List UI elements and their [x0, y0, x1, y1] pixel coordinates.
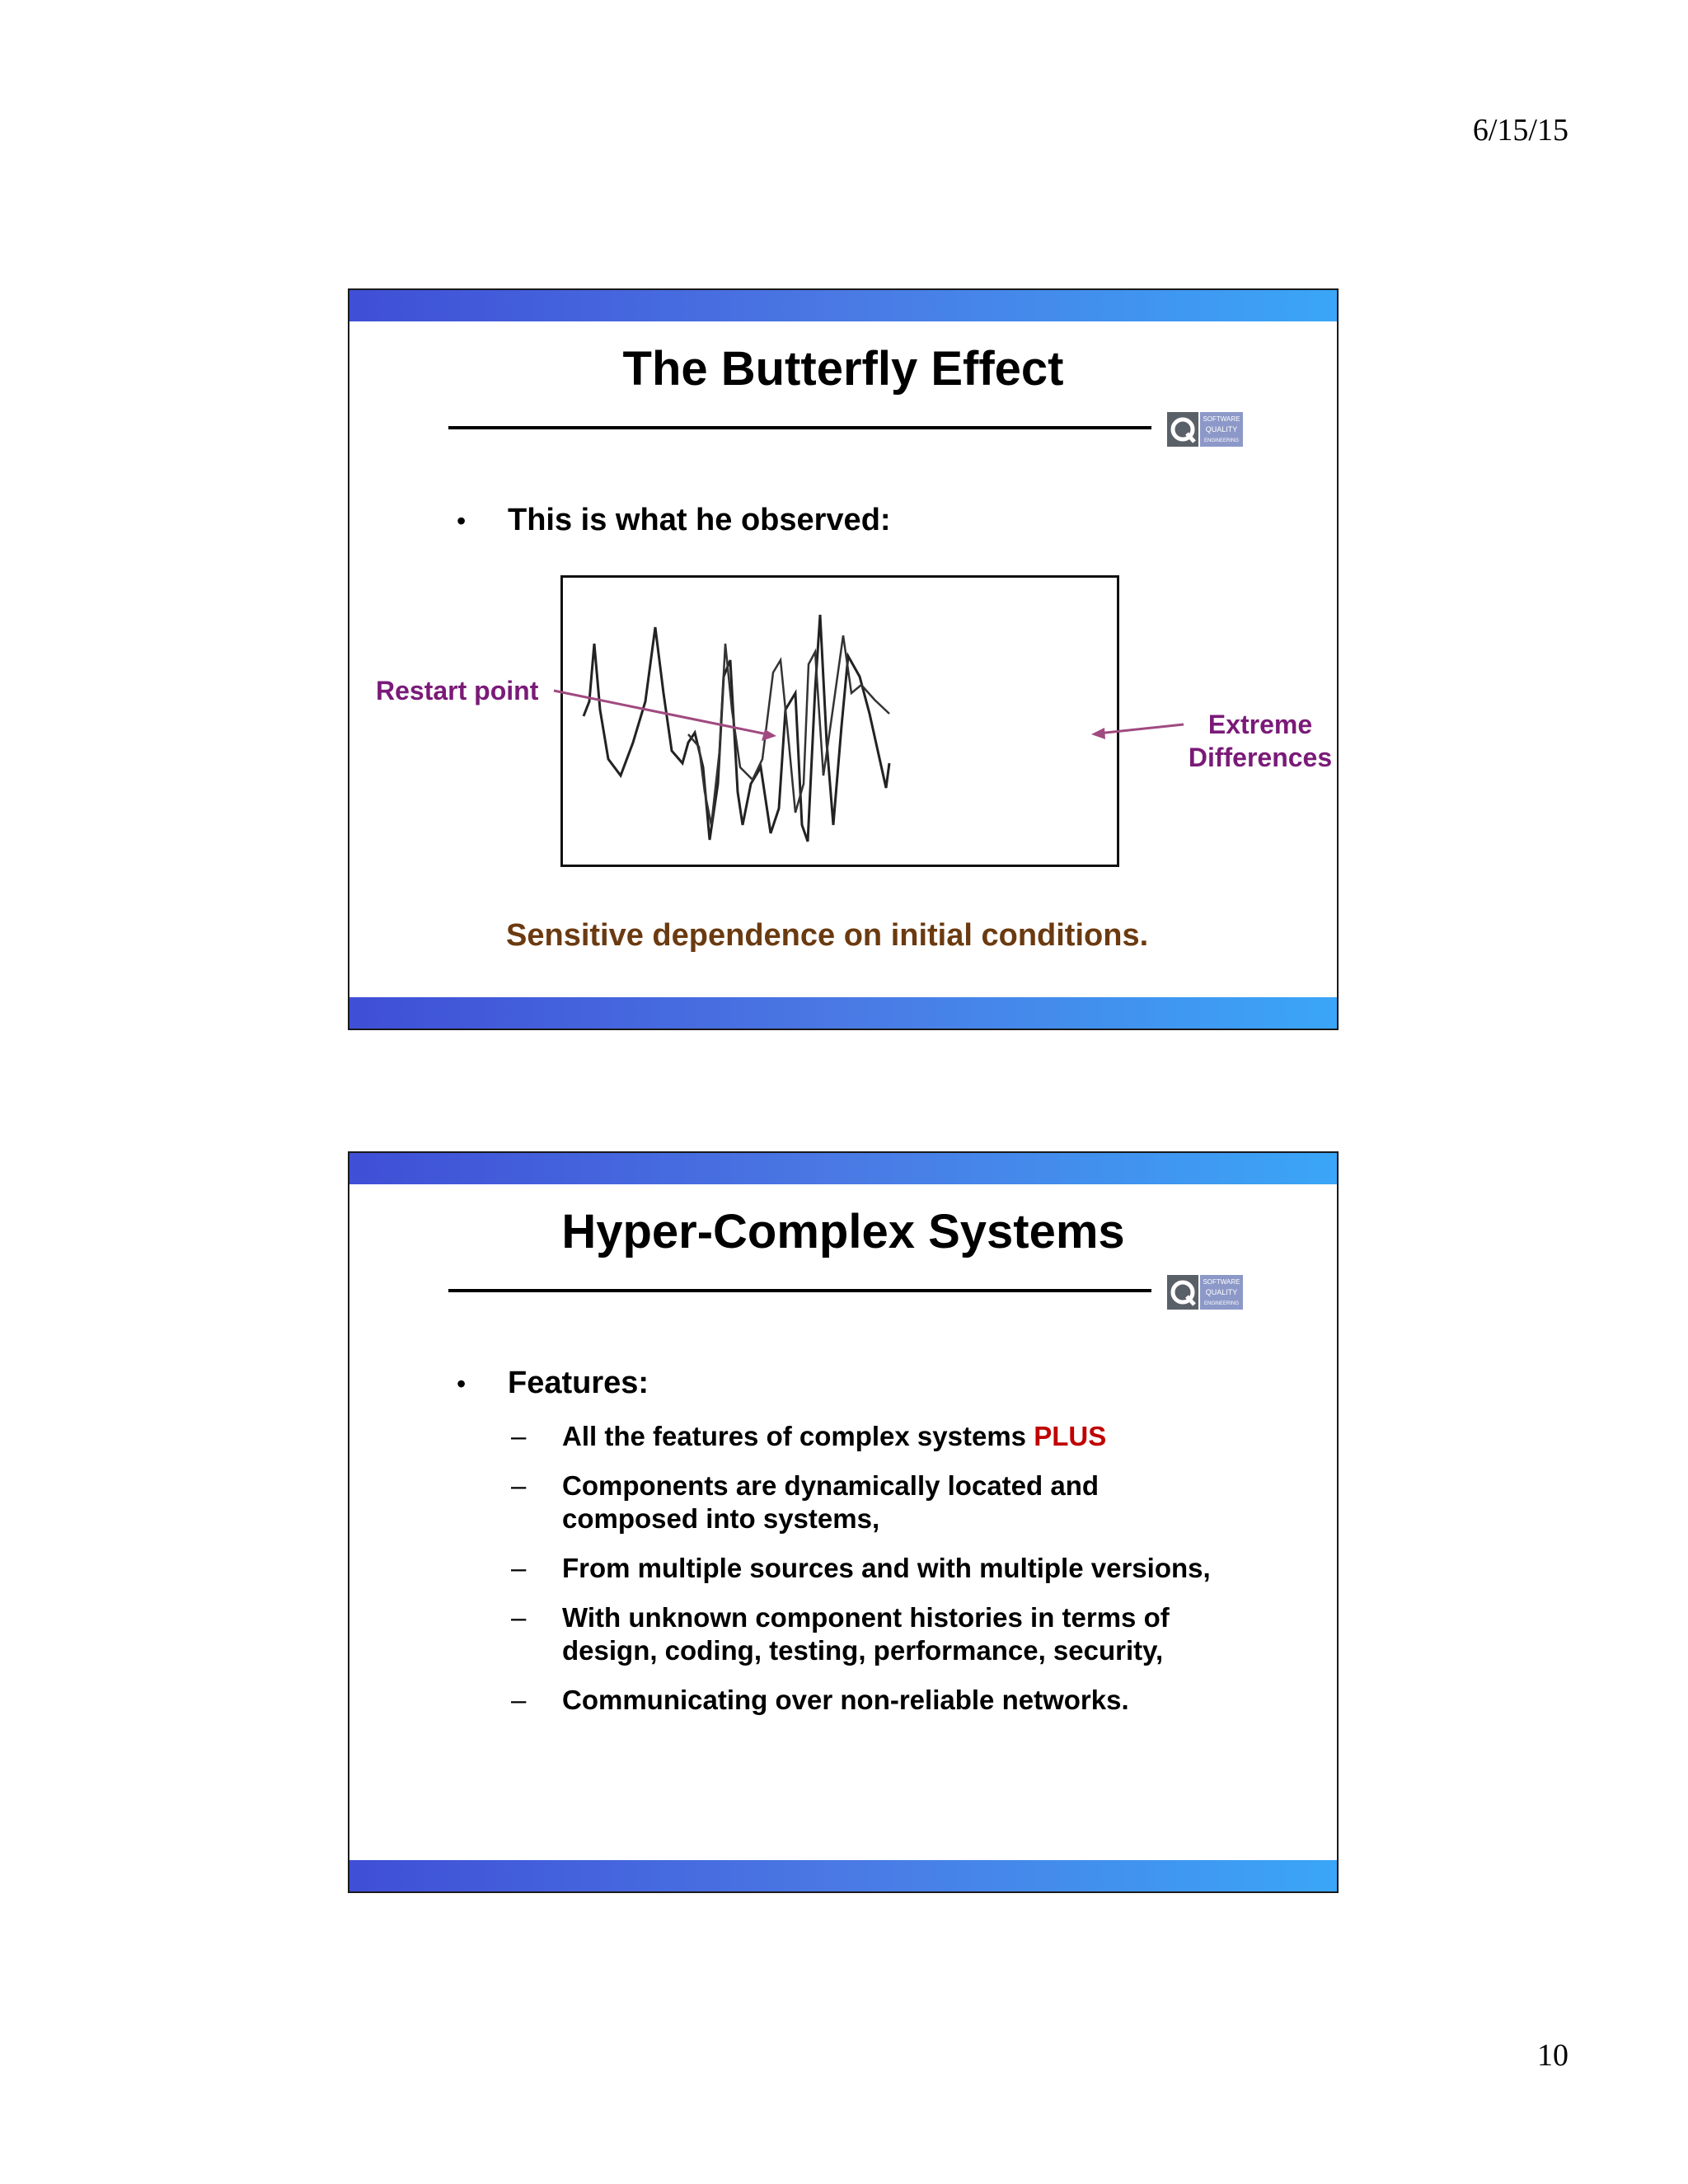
q-logo-icon	[1167, 1275, 1243, 1310]
restart-arrowhead	[762, 729, 776, 741]
feature-text-line1: With unknown component histories in terms of	[562, 1602, 1170, 1633]
extreme-differences-line2: Differences	[1188, 743, 1333, 772]
slide-caption: Sensitive dependence on initial conditions.	[506, 918, 1149, 953]
bullet-features	[457, 1366, 649, 1401]
slide-hyper-complex-systems	[348, 1151, 1339, 1893]
page-date: 6/15/15	[1472, 113, 1568, 148]
extreme-differences-label	[1182, 708, 1339, 774]
slide-footer-band	[349, 1860, 1337, 1891]
feature-text: From multiple sources and with multiple versions,	[562, 1553, 1211, 1583]
logo-line2: QUALITY	[1205, 1288, 1238, 1296]
logo-line3: ENGINEERING	[1203, 438, 1240, 443]
bullet-text: This is what he observed:	[508, 503, 891, 537]
logo-line3: ENGINEERING	[1203, 1301, 1240, 1306]
slide-header-band	[349, 1153, 1337, 1184]
slide-title: Hyper-Complex Systems	[561, 1205, 1125, 1258]
logo-line2: QUALITY	[1205, 425, 1238, 434]
bullet-marker: •	[457, 1369, 467, 1399]
dash-marker: –	[511, 1685, 527, 1715]
bullet-text: Features:	[508, 1366, 649, 1400]
feature-text-line2: composed into systems,	[562, 1503, 880, 1534]
slide-footer-band	[349, 997, 1337, 1029]
logo-line1: SOFTWARE	[1203, 415, 1240, 423]
differences-arrow	[1098, 724, 1184, 733]
dash-marker: –	[511, 1553, 527, 1583]
slide-title: The Butterfly Effect	[622, 342, 1064, 396]
feature-text-line1: Components are dynamically located and	[562, 1470, 1100, 1501]
dash-marker: –	[511, 1602, 527, 1633]
extreme-differences-line1: Extreme	[1207, 710, 1313, 739]
dash-marker: –	[511, 1470, 527, 1501]
title-divider	[448, 1289, 1151, 1292]
feature-text: All the features of complex systems	[562, 1421, 1034, 1451]
feature-text-line2: design, coding, testing, performance, security,	[562, 1635, 1164, 1666]
page-number: 10	[1537, 2038, 1568, 2073]
bullet-marker: •	[457, 506, 467, 536]
restart-arrow	[554, 691, 771, 735]
restart-point-label: Restart point	[376, 676, 539, 705]
logo-line1: SOFTWARE	[1203, 1278, 1240, 1286]
differences-arrowhead	[1091, 728, 1105, 739]
feature-emphasis: PLUS	[1034, 1421, 1107, 1451]
dash-marker: –	[511, 1421, 527, 1451]
slide-butterfly-effect	[348, 288, 1339, 1030]
feature-text: Communicating over non-reliable networks.	[562, 1685, 1129, 1715]
